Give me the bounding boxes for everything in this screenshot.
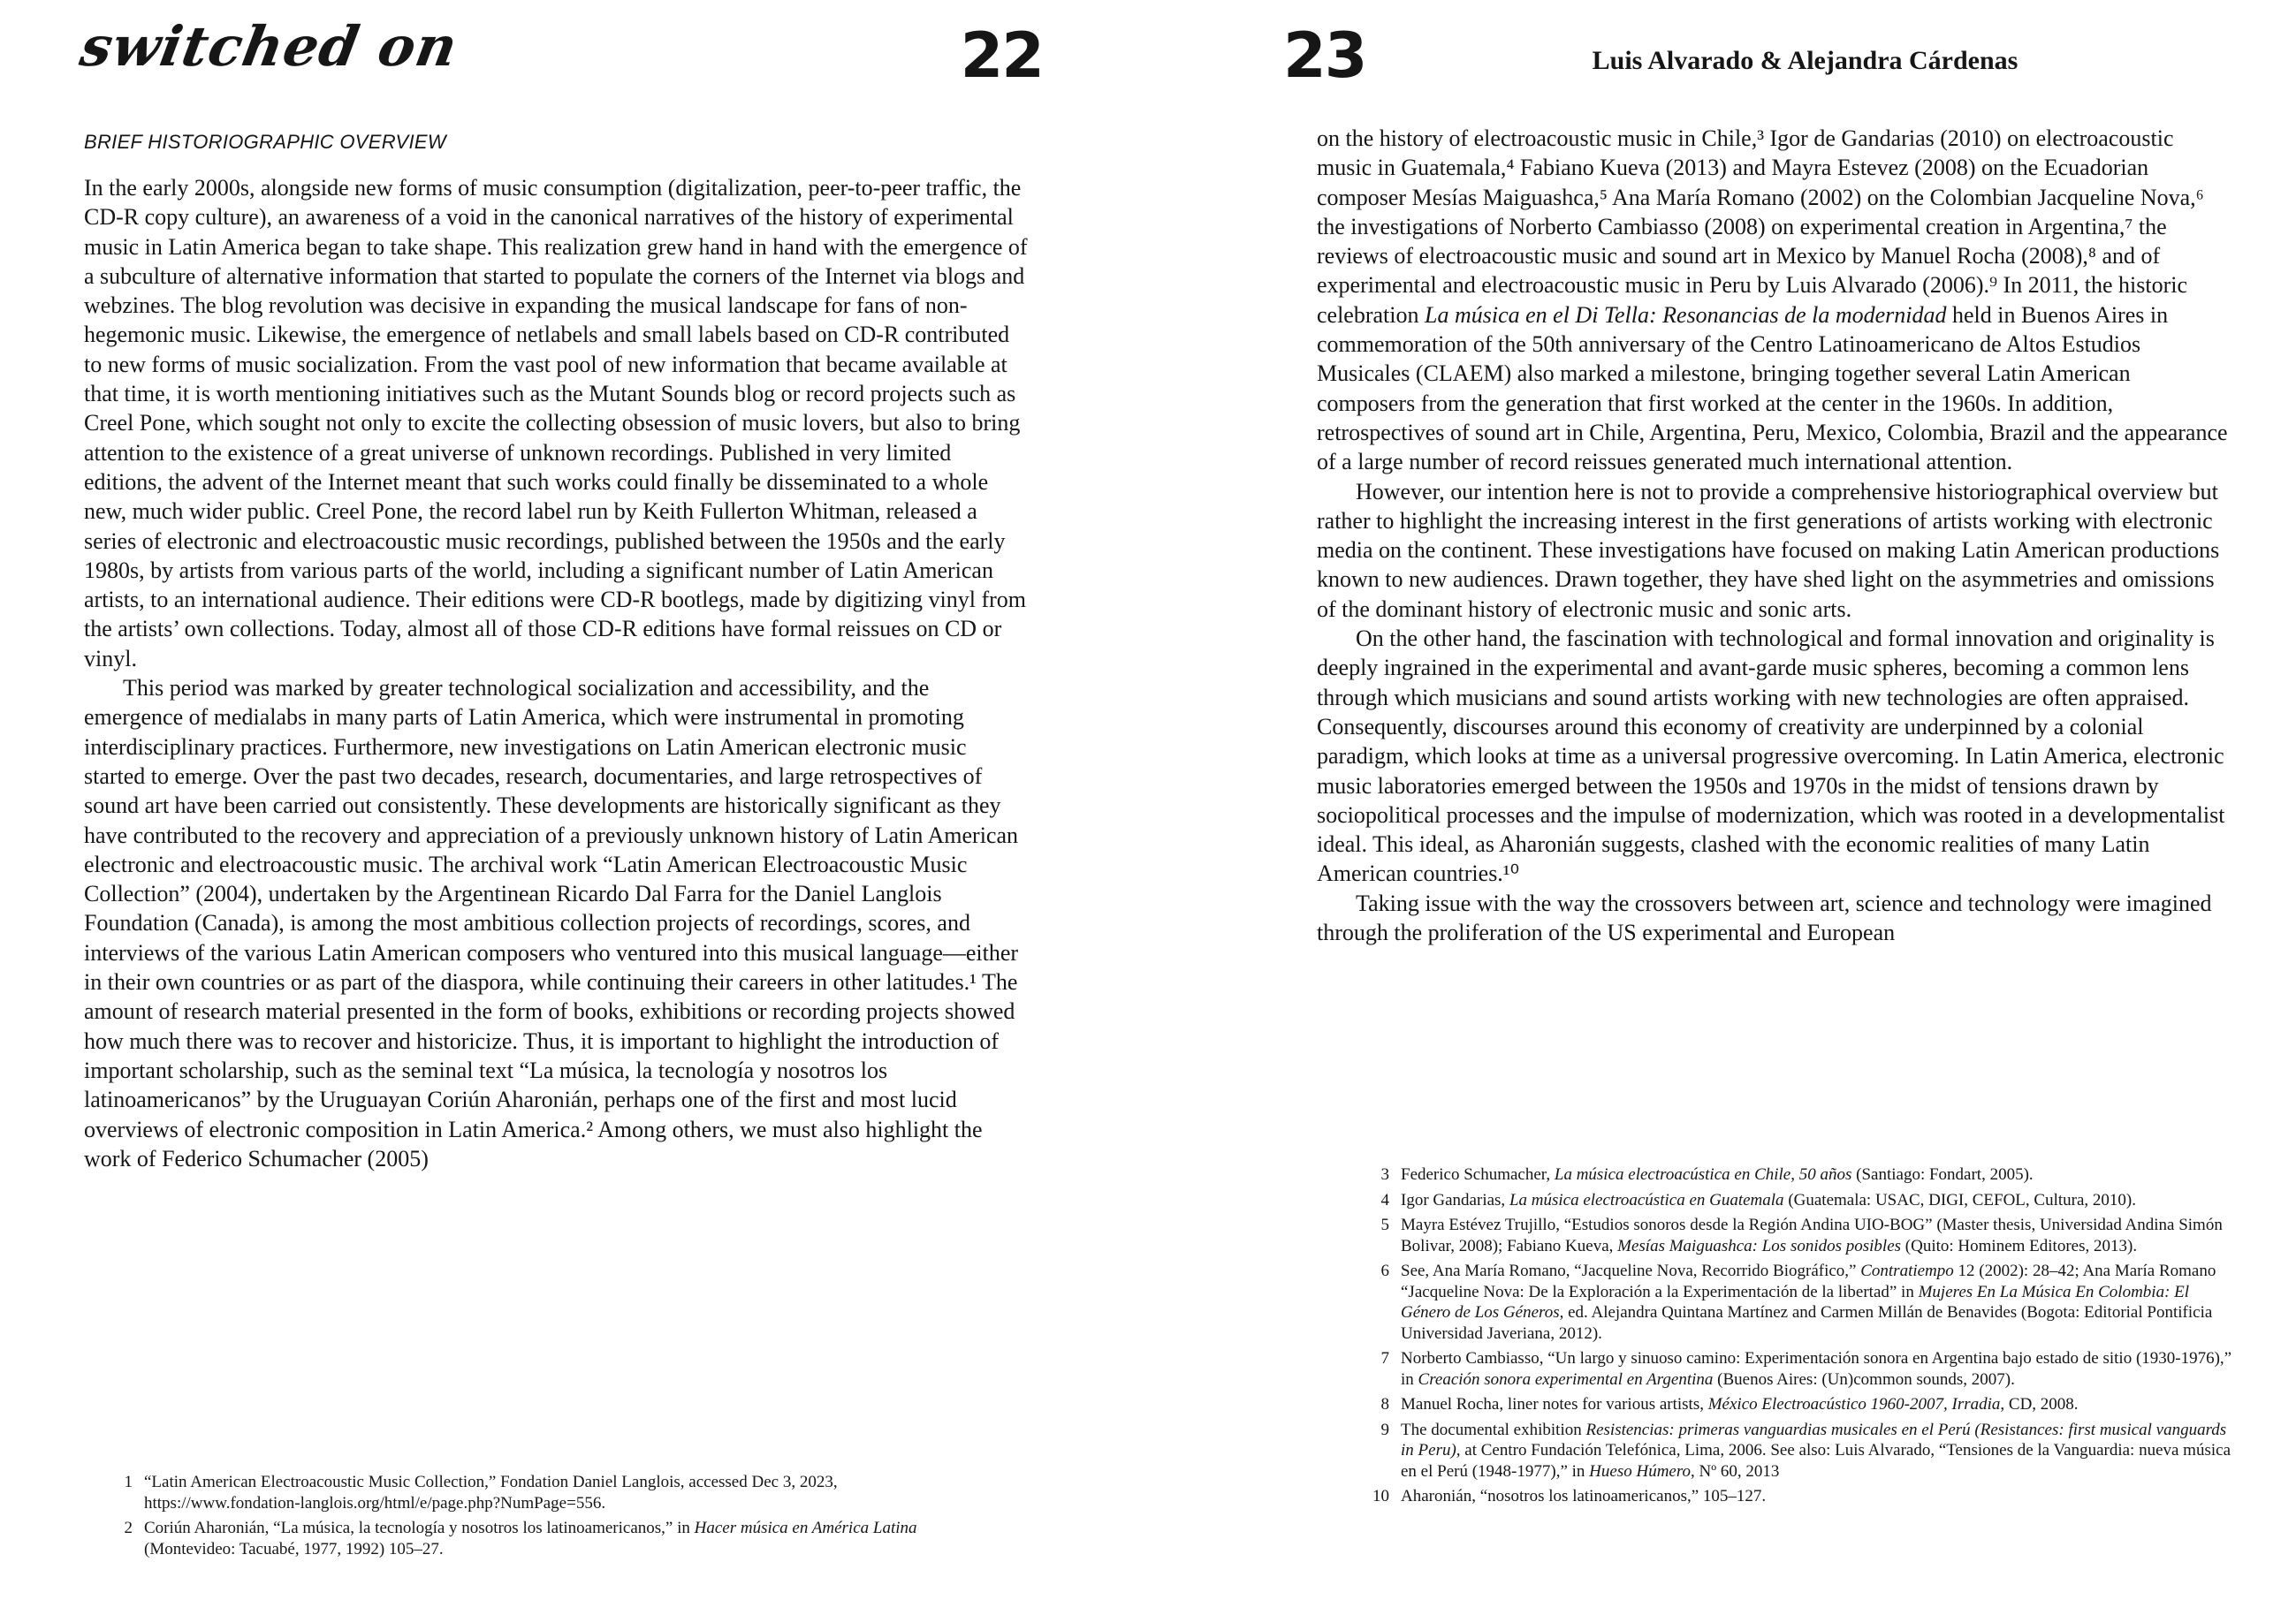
text-run: Norberto Cambiasso, “Un largo y sinuoso camino: Experimentación sonora en Argentina bajo estado de sitio (1930-1976),” in: [1401, 1349, 2232, 1389]
text-run: 12 (2002): 28–42; Ana María Romano “Jacqueline Nova: De la Exploración a la Experimentación de la libertad” in: [1401, 1262, 2216, 1301]
text-run: (Quito: Hominem Editores, 2013).: [1901, 1236, 2138, 1255]
text-run: on the history of electroacoustic music in Chile,³ Igor de Gandarias (2010) on electroacoustic music in Guatemala,⁴ Fabiano Kueva (2013) and Mayra Estevez (2008) on the Ecuadorian composer Mesías Maiguashca,⁵ Ana María Romano (2002) on the Colombian Jacqueline Nova,⁶ the investigations of Norberto Cambiasso (2008) on experimental creation in Argentina,⁷ the reviews of electroacoustic music and sound art in Mexico by Manuel Rocha (2008),⁸ and of experimental and electroacoustic music in Peru by Luis Alvarado (2006).⁹ In 2011, the historic celebration: [1317, 125, 2204, 328]
text-run: Igor Gandarias,: [1401, 1190, 1509, 1209]
text-run: Manuel Rocha, liner notes for various artists,: [1401, 1395, 1708, 1414]
text-run: The documental exhibition: [1401, 1420, 1586, 1439]
text-run: , CD, 2008.: [2000, 1395, 2079, 1414]
italic-text-run: Hacer música en América Latina: [694, 1519, 917, 1537]
right-page-body: [1317, 124, 2231, 947]
body-paragraph: [1317, 889, 2231, 948]
footnote: [1368, 1190, 2232, 1211]
text-run: at Centro Fundación Telefónica, Lima, 2006. See also: Luis Alvarado, “Tensiones de la Vanguardia: nueva música en el Perú (1948-1977),” in: [1401, 1441, 2231, 1481]
text-run: “Latin American Electroacoustic Music Collection,” Fondation Daniel Langlois, accessed Dec 3, 2023, https://www.fondation-langlois.org/html/e/page.php?NumPage=556.: [144, 1473, 838, 1513]
text-run: (Santiago: Fondart, 2005).: [1851, 1165, 2034, 1184]
body-paragraph: [1317, 477, 2231, 624]
italic-text-run: La música en el Di Tella: Resonancias de la modernidad: [1425, 301, 1947, 328]
text-run: In the early 2000s, alongside new forms of music consumption (digitalization, peer-to-peer traffic, the CD-R copy culture), an awareness of a void in the canonical narratives of the history of experimental music in Latin America began to take shape. This realization grew hand in hand with the emergence of a subculture of alternative information that started to populate the corners of the Internet via blogs and webzines. The blog revolution was decisive in expanding the musical landscape for fans of non-hegemonic music. Likewise, the emergence of netlabels and small labels based on CD-R contributed to new forms of music socialization. From the vast pool of new information that became available at that time, it is worth mentioning initiatives such as the Mutant Sounds blog or record projects such as Creel Pone, which sought not only to excite the collecting obsession of music lovers, but also to bring attention to the existence of a great universe of unknown recordings. Published in very limited editions, the advent of the Internet meant that such works could finally be disseminated to a whole new, much wider public. Creel Pone, the record label run by Keith Fullerton Whitman, released a series of electronic and electroacoustic music recordings, published between the 1950s and the early 1980s, by artists from various parts of the world, including a significant number of Latin American artists, to an international audience. Their editions were CD-R bootlegs, made by digitizing vinyl from the artists’ own collections. Today, almost all of those CD-R editions have formal reissues on CD or vinyl.: [84, 175, 1028, 671]
text-run: Taking issue with the way the crossovers between art, science and technology were imagined through the proliferation of the US experimental and European: [1317, 890, 2212, 946]
text-run: Mayra Estévez Trujillo, “Estudios sonoros desde la Región Andina UIO-BOG” (Master thesis, Universidad Andina Simón Bolivar, 2008); Fabiano Kueva,: [1401, 1216, 2223, 1255]
italic-text-run: Creación sonora experimental en Argentina: [1418, 1369, 1714, 1389]
text-run: (Guatemala: USAC, DIGI, CEFOL, Cultura, 2010).: [1783, 1190, 2136, 1209]
italic-text-run: Mesías Maiguashca: Los sonidos posibles: [1617, 1236, 1902, 1255]
page-number-right: 23: [1283, 19, 1366, 92]
footnote: [1368, 1394, 2232, 1415]
italic-text-run: Mujeres En La Música En Colombia: El Género de Los Géneros: [1401, 1282, 2190, 1322]
text-run: Aharonián, “nosotros los latinoamericanos,” 105–127.: [1401, 1487, 1767, 1505]
footnote: [1368, 1261, 2232, 1344]
footnote: [1368, 1164, 2232, 1186]
footnote-text: [144, 1518, 991, 1559]
left-page-body: [84, 173, 1030, 1173]
footnote-number: 2: [124, 1519, 133, 1537]
footnote: [1368, 1348, 2232, 1390]
footnote: [1368, 1215, 2232, 1256]
body-paragraph: [1317, 124, 2231, 477]
text-run: Coriún Aharonián, “La música, la tecnología y nosotros los latinoamericanos,” in: [144, 1519, 695, 1537]
italic-text-run: Hueso Húmero: [1589, 1461, 1692, 1481]
footnote-number: 3: [1380, 1165, 1389, 1184]
text-run: On the other hand, the fascination with technological and formal innovation and originality is deeply ingrained in the experimental and avant-garde music spheres, becoming a common lens through which musicians and sound artists working with new technologies are often appraised. Consequently, discourses around this economy of creativity are underpinned by a colonial paradigm, which looks at time as a universal progressive overcoming. In Latin America, electronic music laboratories emerged between the 1950s and 1970s in the midst of tensions drawn by sociopolitical processes and the impulse of modernization, which was rooted in a developmentalist ideal. This ideal, as Aharonián suggests, clashed with the economic realities of many Latin American countries.¹⁰: [1317, 626, 2225, 887]
text-run: , ed. Alejandra Quintana Martínez and Carmen Millán de Benavides (Bogota: Editorial Pontificia Universidad Javeriana, 2012).: [1401, 1303, 2213, 1343]
footnote-text: [1401, 1420, 2232, 1482]
footnote-text: [1401, 1261, 2232, 1344]
footnote: [1368, 1420, 2232, 1482]
footnote-number: 8: [1380, 1395, 1389, 1414]
footnote-text: [1401, 1348, 2232, 1390]
footnote-text: [1401, 1394, 2232, 1415]
running-header-authors: Luis Alvarado & Alejandra Cárdenas: [1592, 46, 2019, 75]
footnote: [1368, 1486, 2232, 1507]
left-page-footnotes: [111, 1472, 991, 1564]
footnote-number: 9: [1380, 1420, 1389, 1439]
text-run: However, our intention here is not to provide a comprehensive historiographical overview but rather to highlight the increasing interest in the first generations of artists working with electronic media on the continent. These investigations have focused on making Latin American productions known to new audiences. Drawn together, they have shed light on the asymmetries and omissions of the dominant history of electronic music and sonic arts.: [1317, 478, 2220, 622]
italic-text-run: La música electroacústica en Chile, 50 años: [1554, 1165, 1852, 1184]
text-run: (Buenos Aires: (Un)common sounds, 2007).: [1713, 1369, 2015, 1389]
footnote-text: [1401, 1164, 2232, 1186]
text-run: (Montevideo: Tacuabé, 1977, 1992) 105–27.: [144, 1539, 444, 1558]
footnote-number: 4: [1380, 1190, 1389, 1209]
section-heading: BRIEF HISTORIOGRAPHIC OVERVIEW: [84, 131, 446, 153]
footnote-text: [144, 1472, 991, 1513]
body-paragraph: [84, 673, 1030, 1173]
italic-text-run: México Electroacústico 1960-2007, Irradia: [1707, 1395, 2001, 1414]
page-number-left: 22: [960, 19, 1043, 92]
text-run: This period was marked by greater technological socialization and accessibility, and the emergence of medialabs in many parts of Latin America, which were instrumental in promoting interdisciplinary practices. Furthermore, new investigations on Latin American electronic music started to emerge. Over the past two decades, research, documentaries, and large retrospectives of sound art have been carried out consistently. These developments are historically significant as they have contributed to the recovery and appreciation of a previously unknown history of Latin American electronic and electroacoustic music. The archival work “Latin American Electroacoustic Music Collection” (2004), undertaken by the Argentinean Ricardo Dal Farra for the Daniel Langlois Foundation (Canada), is among the most ambitious collection projects of recordings, scores, and interviews of the various Latin American composers who ventured into this musical language—either in their own countries or as part of the diaspora, while continuing their careers in other latitudes.¹ The amount of research material presented in the form of books, exhibitions or recording projects showed how much there was to recover and historicize. Thus, it is important to highlight the introduction of important scholarship, such as the seminal text “La música, la tecnología y nosotros los latinoamericanos” by the Uruguayan Coriún Aharonián, perhaps one of the first and most lucid overviews of electronic composition in Latin America.² Among others, we must also highlight the work of Federico Schumacher (2005): [84, 675, 1019, 1172]
footnote-number: 10: [1372, 1487, 1389, 1505]
footnote: [111, 1472, 991, 1513]
footnote: [111, 1518, 991, 1559]
body-paragraph: [1317, 624, 2231, 889]
footnote-number: 6: [1380, 1262, 1389, 1280]
italic-text-run: Resistencias: primeras vanguardias musicales en el Perú (Resistances: first musical vanguards in Peru),: [1401, 1420, 2227, 1460]
footnote-number: 1: [124, 1473, 133, 1491]
footnote-text: [1401, 1190, 2232, 1211]
footnote-text: [1401, 1486, 2232, 1507]
text-run: , Nº 60, 2013: [1691, 1461, 1780, 1481]
text-run: See, Ana María Romano, “Jacqueline Nova, Recorrido Biográfico,”: [1401, 1262, 1861, 1280]
footnote-number: 7: [1380, 1349, 1389, 1368]
footnote-text: [1401, 1215, 2232, 1256]
text-run: Federico Schumacher,: [1401, 1165, 1555, 1184]
italic-text-run: Contratiempo: [1860, 1262, 1954, 1280]
body-paragraph: [84, 173, 1030, 673]
right-page-footnotes: [1368, 1164, 2232, 1512]
footnote-number: 5: [1380, 1216, 1389, 1234]
italic-text-run: La música electroacústica en Guatemala: [1509, 1190, 1784, 1209]
switched-on-logo: switched on: [75, 14, 463, 79]
text-run: held in Buenos Aires in commemoration of the 50th anniversary of the Centro Latinoamericano de Altos Estudios Musicales (CLAEM) also marked a milestone, bringing together several Latin American composers from the generation that first worked at the center in the 1960s. In addition, retrospectives of sound art in Chile, Argentina, Peru, Mexico, Colombia, Brazil and the appearance of a large number of record reissues generated much international attention.: [1317, 301, 2228, 475]
